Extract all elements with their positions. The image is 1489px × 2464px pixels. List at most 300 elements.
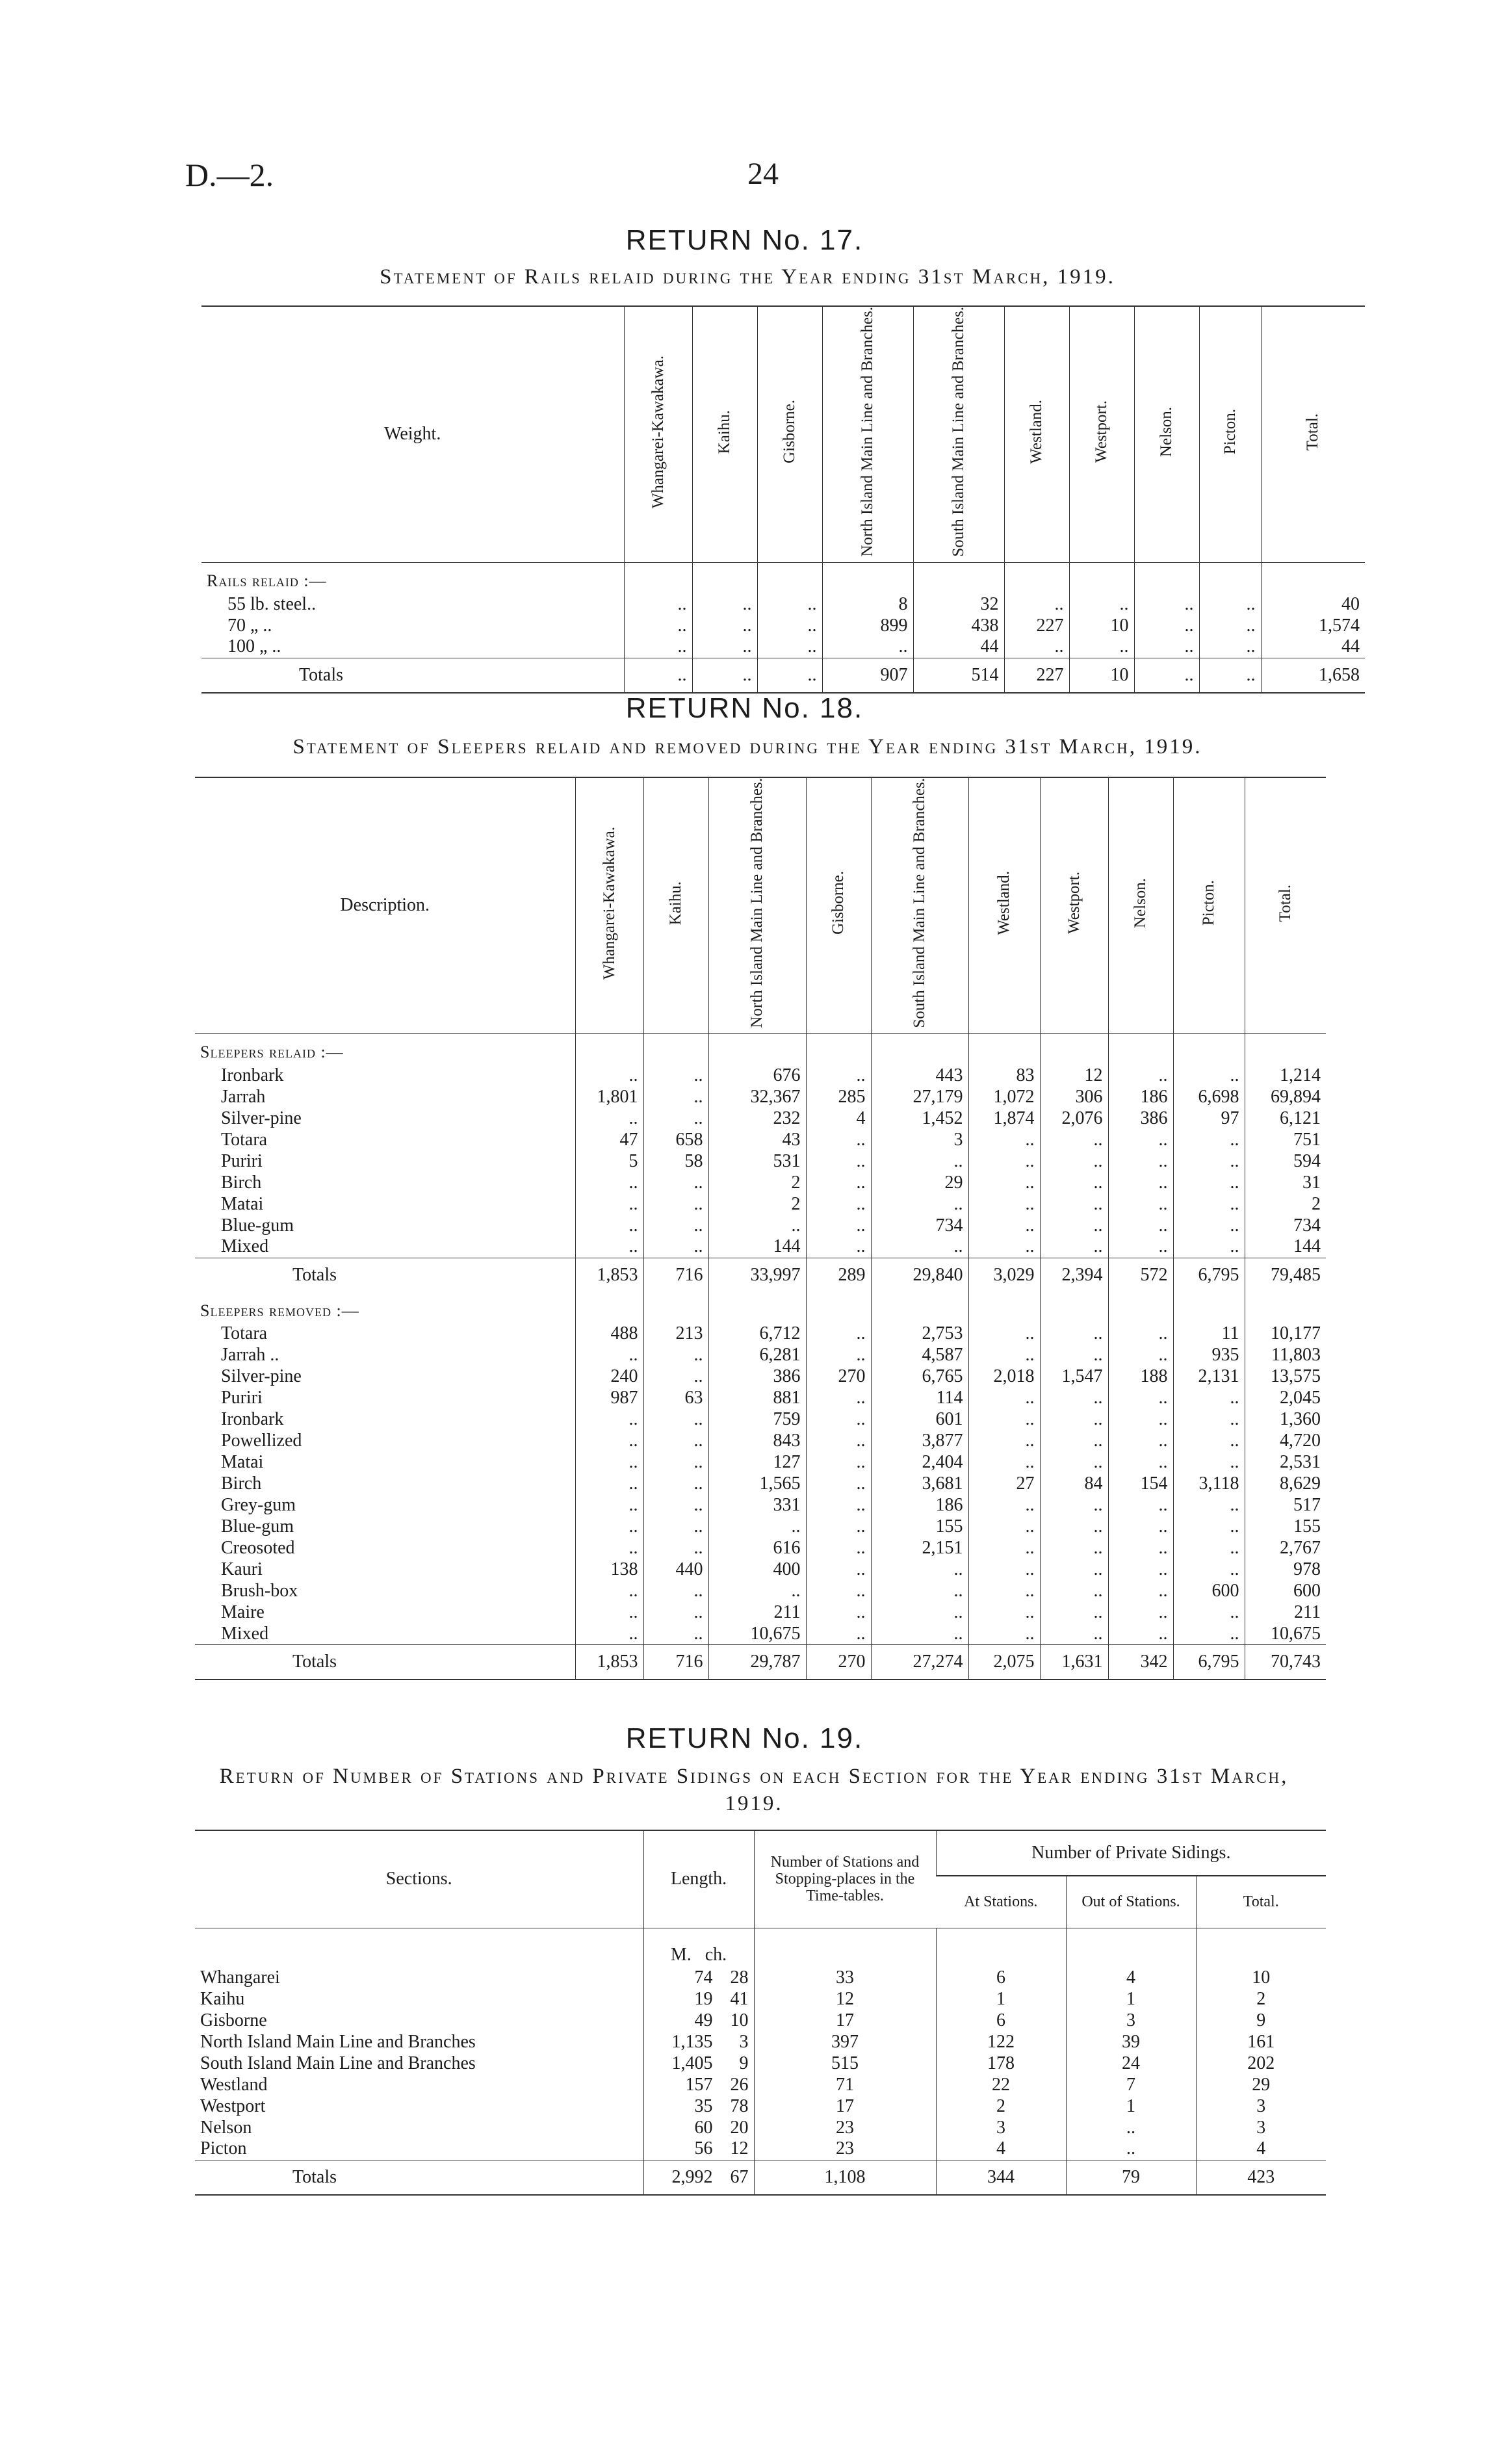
col-header: Nelson. [1108, 777, 1173, 1033]
table-cell: 616 [708, 1538, 806, 1559]
return-19-body [195, 1967, 1326, 2195]
table-cell: .. [806, 1581, 871, 1602]
at-cell: 178 [936, 2053, 1066, 2074]
table-cell: 3 [871, 1129, 968, 1150]
row-label: Totara [221, 1323, 268, 1344]
totals-cell: 29,840 [871, 1258, 968, 1292]
table-cell: .. [575, 1495, 643, 1516]
table-row [195, 1150, 1326, 1172]
table-cell: .. [806, 1538, 871, 1559]
table-cell: 44 [913, 636, 1004, 658]
totals-cell: 1,853 [575, 1645, 643, 1680]
table-cell: .. [643, 1495, 708, 1516]
col-header: Total. [1261, 306, 1365, 562]
table-row [195, 1473, 1326, 1495]
return-18-relaid-body [195, 1033, 1326, 1292]
at-cell: 4 [936, 2138, 1066, 2160]
row-label: Silver-pine [221, 1108, 302, 1128]
total-cell: 4 [1196, 2138, 1326, 2160]
table-cell: .. [806, 1431, 871, 1452]
table-cell: .. [871, 1602, 968, 1624]
table-cell: .. [575, 1236, 643, 1258]
totals-row [201, 658, 1365, 693]
table-cell: .. [575, 1538, 643, 1559]
table-cell: 987 [575, 1388, 643, 1409]
table-cell: .. [708, 1516, 806, 1538]
return-18-statement: Statement of Sleepers relaid and removed during the Year ending 31st March, 1919. [292, 735, 1202, 759]
row-label: Powellized [221, 1431, 302, 1451]
row-label: Ironbark [221, 1065, 284, 1085]
table-cell: .. [968, 1323, 1040, 1345]
totals-out: 79 [1066, 2160, 1196, 2195]
row-label: Grey-gum [221, 1495, 296, 1516]
table-cell: 4,720 [1245, 1431, 1326, 1452]
totals-cell: 289 [806, 1258, 871, 1292]
totals-cell: 6,795 [1173, 1645, 1245, 1680]
row-label: Puriri [221, 1150, 263, 1171]
table-cell: 114 [871, 1388, 968, 1409]
row-label: Matai [221, 1193, 264, 1214]
table-cell: 10,177 [1245, 1323, 1326, 1345]
table-cell: 438 [913, 615, 1004, 636]
table-cell: .. [1040, 1409, 1108, 1431]
table-cell: 600 [1173, 1581, 1245, 1602]
col-header: Westport. [1040, 777, 1108, 1033]
table-cell: .. [1040, 1129, 1108, 1150]
table-cell: .. [1040, 1236, 1108, 1258]
totals-label: Totals [195, 1645, 575, 1680]
col-out-stations-header: Out of Stations. [1066, 1876, 1196, 1928]
table-cell: 188 [1108, 1366, 1173, 1388]
section-label-row [201, 562, 1365, 593]
at-cell: 22 [936, 2074, 1066, 2095]
table-cell: .. [968, 1624, 1040, 1645]
table-cell: .. [968, 1129, 1040, 1150]
table-row [195, 1431, 1326, 1452]
table-row [195, 1172, 1326, 1193]
table-cell: 58 [643, 1150, 708, 1172]
table-cell: .. [643, 1409, 708, 1431]
table-cell: .. [1040, 1323, 1108, 1345]
row-label: Kauri [221, 1559, 263, 1580]
table-cell: .. [1108, 1602, 1173, 1624]
table-cell: 751 [1245, 1129, 1326, 1150]
table-cell: 186 [871, 1495, 968, 1516]
section-name: Kaihu [200, 1988, 245, 2009]
table-cell: 386 [1108, 1108, 1173, 1129]
totals-cell: 1,631 [1040, 1645, 1108, 1680]
table-row [201, 615, 1365, 636]
total-cell: 161 [1196, 2031, 1326, 2053]
table-row [195, 1215, 1326, 1236]
stations-cell: 23 [754, 2138, 936, 2160]
total-cell: 10 [1196, 1967, 1326, 1988]
table-cell: .. [822, 636, 913, 658]
table-cell: .. [1040, 1431, 1108, 1452]
row-label: Mixed [221, 1623, 269, 1644]
col-at-stations-header: At Stations. [936, 1876, 1066, 1928]
table-cell: 2 [708, 1193, 806, 1215]
table-cell: .. [575, 1345, 643, 1366]
row-label: Birch [221, 1473, 262, 1494]
section-label: Sleepers relaid :— [200, 1043, 344, 1062]
length-cell: 157 26 [643, 2074, 754, 2095]
return-17-header-row [201, 306, 1365, 562]
table-row [195, 1967, 1326, 1988]
return-17-table [201, 305, 1365, 694]
section-name: Whangarei [200, 1967, 280, 1988]
table-cell: 11 [1173, 1323, 1245, 1345]
table-cell: 443 [871, 1065, 968, 1086]
table-cell: .. [1040, 1624, 1108, 1645]
totals-cell: 907 [822, 658, 913, 693]
table-cell: 978 [1245, 1559, 1326, 1581]
table-cell: .. [643, 1473, 708, 1495]
total-cell: 9 [1196, 2010, 1326, 2031]
out-cell: 7 [1066, 2074, 1196, 2095]
table-cell: .. [1040, 1516, 1108, 1538]
table-cell: .. [806, 1495, 871, 1516]
table-row [195, 1602, 1326, 1624]
table-cell: .. [968, 1345, 1040, 1366]
totals-label: Totals [201, 658, 624, 693]
return-18-table [195, 777, 1326, 1680]
totals-cell: 79,485 [1245, 1258, 1326, 1292]
length-cell: 1,405 9 [643, 2053, 754, 2074]
table-cell: .. [643, 1624, 708, 1645]
table-cell: .. [806, 1602, 871, 1624]
table-cell: 2,531 [1245, 1452, 1326, 1473]
return-17-title: RETURN No. 17. [625, 224, 864, 256]
table-row [195, 2117, 1326, 2138]
table-cell: 1,072 [968, 1086, 1040, 1108]
table-cell: .. [1108, 1431, 1173, 1452]
table-cell: 4 [806, 1108, 871, 1129]
totals-cell: .. [757, 658, 822, 693]
col-private-sidings-header: Number of Private Sidings. [936, 1830, 1326, 1876]
table-cell: 594 [1245, 1150, 1326, 1172]
table-cell: .. [968, 1559, 1040, 1581]
col-header: South Island Main Line and Branches. [871, 777, 968, 1033]
table-row [195, 2074, 1326, 2095]
document-reference: D.—2. [185, 157, 274, 193]
table-cell: .. [1108, 1345, 1173, 1366]
return-17-statement: Statement of Rails relaid during the Year ending 31st March, 1919. [380, 265, 1115, 289]
table-cell: 97 [1173, 1108, 1245, 1129]
table-cell: 2,767 [1245, 1538, 1326, 1559]
out-cell: 1 [1066, 1988, 1196, 2010]
table-row [195, 1236, 1326, 1258]
return-17-body [201, 562, 1365, 693]
length-cell: 35 78 [643, 2095, 754, 2117]
table-cell: .. [643, 1065, 708, 1086]
table-cell: 2,131 [1173, 1366, 1245, 1388]
table-cell: .. [575, 1409, 643, 1431]
section-label: Rails relaid :— [207, 571, 327, 591]
table-cell: 6,281 [708, 1345, 806, 1366]
table-cell: .. [643, 1215, 708, 1236]
table-cell: .. [968, 1452, 1040, 1473]
table-cell: .. [643, 1193, 708, 1215]
table-cell: .. [643, 1602, 708, 1624]
table-cell: .. [643, 1366, 708, 1388]
table-cell: .. [1199, 593, 1261, 615]
table-cell: 285 [806, 1086, 871, 1108]
table-cell: .. [1173, 1193, 1245, 1215]
table-cell: .. [871, 1624, 968, 1645]
at-cell: 6 [936, 2010, 1066, 2031]
col-header: Kaihu. [692, 306, 757, 562]
return-18-removed-body [195, 1292, 1326, 1680]
table-row [195, 1129, 1326, 1150]
length-cell: 19 41 [643, 1988, 754, 2010]
table-row [195, 1559, 1326, 1581]
col-stations-header: Number of Stations and Stopping-places in the Time-tables. [754, 1830, 936, 1928]
col-total-header: Total. [1196, 1876, 1326, 1928]
table-cell: 10,675 [708, 1624, 806, 1645]
table-cell: .. [968, 1581, 1040, 1602]
table-cell: .. [643, 1516, 708, 1538]
table-cell: .. [1040, 1495, 1108, 1516]
table-cell: .. [1069, 593, 1134, 615]
table-cell: .. [1004, 636, 1069, 658]
total-cell: 3 [1196, 2117, 1326, 2138]
table-cell: .. [806, 1323, 871, 1345]
table-cell: 3,118 [1173, 1473, 1245, 1495]
table-cell: .. [968, 1602, 1040, 1624]
table-cell: .. [968, 1236, 1040, 1258]
table-cell: 843 [708, 1431, 806, 1452]
table-cell: .. [1173, 1559, 1245, 1581]
totals-cell: 1,853 [575, 1258, 643, 1292]
table-cell: .. [575, 1624, 643, 1645]
table-cell: 531 [708, 1150, 806, 1172]
table-cell: 69,894 [1245, 1086, 1326, 1108]
totals-cell: 270 [806, 1645, 871, 1680]
table-cell: 8 [822, 593, 913, 615]
section-label: Sleepers removed :— [200, 1301, 359, 1320]
col-header: Whangarei-Kawakawa. [575, 777, 643, 1033]
table-cell: 43 [708, 1129, 806, 1150]
table-cell: 2,076 [1040, 1108, 1108, 1129]
table-cell: 1,452 [871, 1108, 968, 1129]
totals-cell: 2,394 [1040, 1258, 1108, 1292]
table-cell: 899 [822, 615, 913, 636]
row-label: 55 lb. steel.. [227, 593, 317, 614]
table-cell: .. [575, 1108, 643, 1129]
table-cell: .. [1108, 1129, 1173, 1150]
table-cell: .. [1108, 1624, 1173, 1645]
table-cell: 488 [575, 1323, 643, 1345]
table-cell: .. [1108, 1388, 1173, 1409]
table-cell: .. [1173, 1516, 1245, 1538]
table-cell: .. [643, 1236, 708, 1258]
table-cell: 3,681 [871, 1473, 968, 1495]
table-cell: 154 [1108, 1473, 1173, 1495]
table-cell: .. [806, 1452, 871, 1473]
table-cell: .. [1108, 1516, 1173, 1538]
table-cell: .. [692, 593, 757, 615]
total-cell: 2 [1196, 1988, 1326, 2010]
table-cell: .. [968, 1150, 1040, 1172]
table-row [195, 1366, 1326, 1388]
totals-total: 423 [1196, 2160, 1326, 2195]
table-cell: 6,698 [1173, 1086, 1245, 1108]
table-cell: 44 [1261, 636, 1365, 658]
section-name: Nelson [200, 2117, 252, 2138]
table-cell: 601 [871, 1409, 968, 1431]
table-cell: .. [806, 1129, 871, 1150]
table-cell: .. [1040, 1193, 1108, 1215]
table-cell: 734 [871, 1215, 968, 1236]
table-cell: 32 [913, 593, 1004, 615]
col-header: North Island Main Line and Branches. [822, 306, 913, 562]
table-cell: .. [1173, 1538, 1245, 1559]
totals-cell: 27,274 [871, 1645, 968, 1680]
col-header: Gisborne. [757, 306, 822, 562]
table-cell: .. [708, 1581, 806, 1602]
table-cell: 155 [871, 1516, 968, 1538]
table-cell: .. [806, 1473, 871, 1495]
table-cell: .. [757, 615, 822, 636]
table-cell: 2,404 [871, 1452, 968, 1473]
totals-cell: 1,658 [1261, 658, 1365, 693]
table-cell: 1,360 [1245, 1409, 1326, 1431]
return-19-title: RETURN No. 19. [625, 1722, 864, 1754]
table-cell: 211 [708, 1602, 806, 1624]
table-cell: .. [871, 1193, 968, 1215]
table-cell: 83 [968, 1065, 1040, 1086]
table-row [195, 2095, 1326, 2117]
total-cell: 202 [1196, 2053, 1326, 2074]
table-cell: .. [1108, 1215, 1173, 1236]
table-cell: .. [1040, 1452, 1108, 1473]
table-cell: 658 [643, 1129, 708, 1150]
totals-cell: 10 [1069, 658, 1134, 693]
table-cell: .. [1173, 1065, 1245, 1086]
table-cell: .. [1040, 1538, 1108, 1559]
table-cell: 1,801 [575, 1086, 643, 1108]
table-cell: 935 [1173, 1345, 1245, 1366]
return-19-statement: Return of Number of Stations and Private Sidings on each Section for the Year ending 31st March, 1919. [219, 1765, 1289, 1815]
totals-cell: 716 [643, 1258, 708, 1292]
table-cell: .. [643, 1452, 708, 1473]
table-cell: .. [624, 593, 692, 615]
table-row [195, 1624, 1326, 1645]
section-name: Westland [200, 2074, 268, 2095]
table-cell: 155 [1245, 1516, 1326, 1538]
table-cell: 1,874 [968, 1108, 1040, 1129]
table-cell: 211 [1245, 1602, 1326, 1624]
table-cell: 40 [1261, 593, 1365, 615]
table-cell: 240 [575, 1366, 643, 1388]
table-cell: .. [1173, 1409, 1245, 1431]
out-cell: 1 [1066, 2095, 1196, 2117]
table-cell: .. [1108, 1236, 1173, 1258]
table-cell: 2 [708, 1172, 806, 1193]
table-cell: .. [968, 1193, 1040, 1215]
table-cell: .. [575, 1473, 643, 1495]
row-label: Jarrah [221, 1086, 266, 1107]
col-length-header: Length. [643, 1830, 754, 1928]
table-cell: 5 [575, 1150, 643, 1172]
table-row [195, 1516, 1326, 1538]
table-cell: .. [575, 1516, 643, 1538]
table-cell: .. [643, 1345, 708, 1366]
table-cell: .. [871, 1581, 968, 1602]
table-cell: .. [968, 1172, 1040, 1193]
table-cell: .. [871, 1236, 968, 1258]
table-cell: .. [1108, 1172, 1173, 1193]
table-cell: 400 [708, 1559, 806, 1581]
totals-cell: 29,787 [708, 1645, 806, 1680]
table-cell: .. [1199, 636, 1261, 658]
table-row [195, 2031, 1326, 2053]
table-row [195, 1581, 1326, 1602]
table-cell: .. [871, 1150, 968, 1172]
table-cell: .. [1173, 1624, 1245, 1645]
table-row [195, 1988, 1326, 2010]
out-cell: 3 [1066, 2010, 1196, 2031]
length-units: M. ch. [643, 1928, 754, 1967]
col-weight-header: Weight. [201, 306, 624, 562]
out-cell: 4 [1066, 1967, 1196, 1988]
table-row [195, 1409, 1326, 1431]
table-cell: .. [1108, 1065, 1173, 1086]
table-row [195, 1495, 1326, 1516]
totals-cell: 342 [1108, 1645, 1173, 1680]
out-cell: .. [1066, 2138, 1196, 2160]
length-cell: 74 28 [643, 1967, 754, 1988]
table-cell: 440 [643, 1559, 708, 1581]
table-cell: .. [1173, 1215, 1245, 1236]
col-header: Gisborne. [806, 777, 871, 1033]
col-header: South Island Main Line and Branches. [913, 306, 1004, 562]
table-cell: 1,565 [708, 1473, 806, 1495]
table-cell: 734 [1245, 1215, 1326, 1236]
totals-label: Totals [195, 1258, 575, 1292]
table-row [195, 2138, 1326, 2160]
stations-cell: 17 [754, 2010, 936, 2031]
table-cell: 517 [1245, 1495, 1326, 1516]
table-cell: .. [1108, 1409, 1173, 1431]
col-header: Total. [1245, 777, 1326, 1033]
table-cell: 84 [1040, 1473, 1108, 1495]
table-cell: 2,151 [871, 1538, 968, 1559]
table-cell: .. [643, 1108, 708, 1129]
table-cell: .. [1173, 1150, 1245, 1172]
table-cell: 232 [708, 1108, 806, 1129]
table-cell: .. [643, 1086, 708, 1108]
table-cell: 11,803 [1245, 1345, 1326, 1366]
table-cell: 676 [708, 1065, 806, 1086]
stations-cell: 397 [754, 2031, 936, 2053]
table-cell: .. [643, 1581, 708, 1602]
table-cell: .. [575, 1172, 643, 1193]
table-cell: .. [1173, 1236, 1245, 1258]
row-label: Mixed [221, 1236, 269, 1257]
table-row [201, 593, 1365, 615]
table-cell: .. [1173, 1172, 1245, 1193]
table-cell: .. [1040, 1581, 1108, 1602]
table-cell: .. [1108, 1495, 1173, 1516]
table-cell: 1,574 [1261, 615, 1365, 636]
table-cell: .. [1108, 1323, 1173, 1345]
table-cell: .. [1108, 1150, 1173, 1172]
table-cell: 63 [643, 1388, 708, 1409]
table-cell: 27 [968, 1473, 1040, 1495]
totals-cell: 6,795 [1173, 1258, 1245, 1292]
